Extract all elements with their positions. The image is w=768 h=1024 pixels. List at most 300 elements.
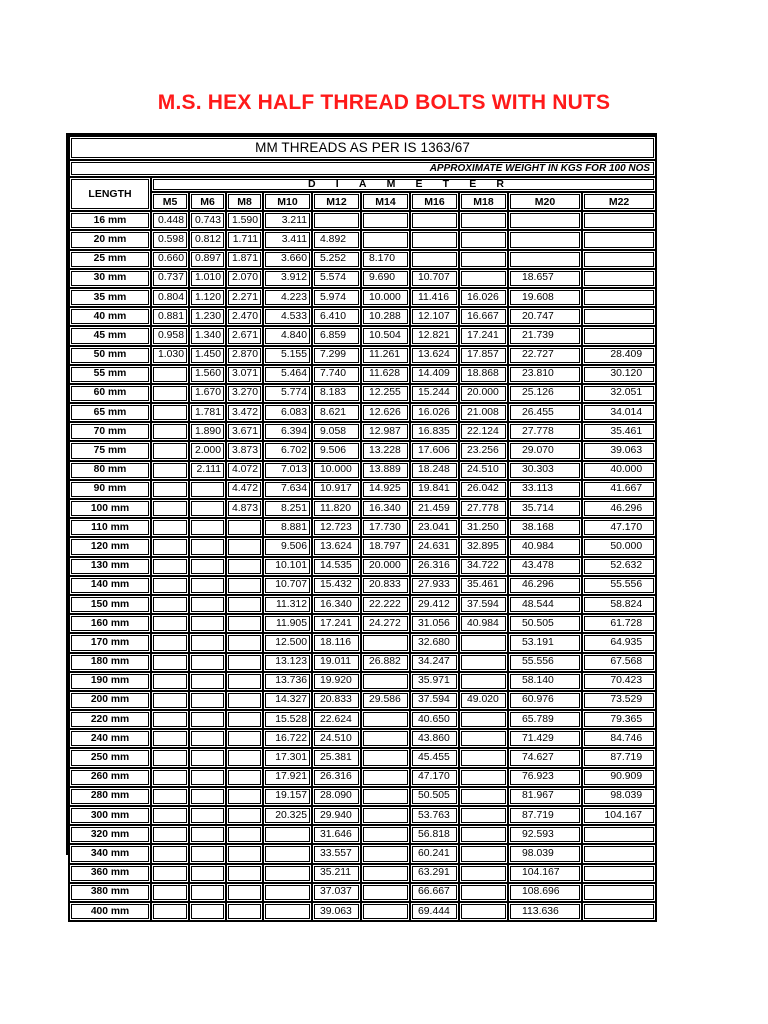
weight-cell: 14.925: [362, 481, 409, 498]
weight-cell: 46.296: [583, 500, 655, 517]
weight-cell: [227, 788, 262, 805]
weight-cell: [583, 308, 655, 325]
weight-cell: [362, 865, 409, 882]
weight-cell: 3.671: [227, 423, 262, 440]
weight-cell: [152, 845, 188, 862]
weight-cell: [152, 730, 188, 747]
weight-cell: 10.917: [313, 481, 360, 498]
size-header-m5: M5: [152, 193, 188, 210]
weight-cell: [583, 845, 655, 862]
weight-cell: 26.316: [313, 769, 360, 786]
table-row: [70, 251, 655, 268]
length-cell: 80 mm: [70, 462, 150, 479]
weight-cell: 4.840: [264, 327, 311, 344]
weight-cell: [190, 634, 225, 651]
weight-cell: [227, 538, 262, 555]
weight-cell: 2.671: [227, 327, 262, 344]
weight-cell: 40.984: [460, 615, 507, 632]
weight-cell: 22.222: [362, 596, 409, 613]
weight-cell: [152, 519, 188, 536]
weight-cell: 11.261: [362, 347, 409, 364]
weight-cell: 53.763: [411, 807, 458, 824]
weight-cell: [460, 865, 507, 882]
weight-cell: 20.000: [460, 385, 507, 402]
weight-cell: 23.810: [509, 366, 581, 383]
weight-cell: 87.719: [583, 749, 655, 766]
weight-cell: [362, 788, 409, 805]
length-cell: 240 mm: [70, 730, 150, 747]
weight-cell: 14.409: [411, 366, 458, 383]
weight-cell: 10.707: [411, 270, 458, 287]
weight-cell: 31.056: [411, 615, 458, 632]
weight-cell: [190, 519, 225, 536]
table-row: [70, 327, 655, 344]
weight-cell: [411, 231, 458, 248]
weight-cell: 13.228: [362, 442, 409, 459]
weight-cell: 108.696: [509, 884, 581, 901]
weight-cell: 104.167: [583, 807, 655, 824]
weight-cell: 8.251: [264, 500, 311, 517]
weight-cell: 38.168: [509, 519, 581, 536]
weight-cell: 11.416: [411, 289, 458, 306]
table-subcaption: APPROXIMATE WEIGHT IN KGS FOR 100 NOS: [70, 161, 655, 176]
table-row: [70, 481, 655, 498]
weight-cell: 35.971: [411, 673, 458, 690]
table-row: [70, 673, 655, 690]
weight-cell: 98.039: [583, 788, 655, 805]
weight-cell: 33.113: [509, 481, 581, 498]
weight-cell: 0.598: [152, 231, 188, 248]
weight-cell: 12.821: [411, 327, 458, 344]
weight-cell: [227, 730, 262, 747]
table-row: [70, 538, 655, 555]
weight-cell: 2.870: [227, 347, 262, 364]
weight-cell: 23.041: [411, 519, 458, 536]
weight-cell: [190, 884, 225, 901]
weight-cell: 2.271: [227, 289, 262, 306]
weight-cell: 25.126: [509, 385, 581, 402]
weight-cell: 50.505: [509, 615, 581, 632]
diameter-letter: D: [308, 178, 316, 190]
weight-cell: [227, 634, 262, 651]
weight-cell: 55.556: [509, 654, 581, 671]
weight-cell: 6.859: [313, 327, 360, 344]
weight-cell: 47.170: [411, 769, 458, 786]
weight-cell: 33.557: [313, 845, 360, 862]
weight-cell: 1.590: [227, 212, 262, 229]
weight-cell: 7.299: [313, 347, 360, 364]
weight-cell: [152, 404, 188, 421]
weight-cell: 13.736: [264, 673, 311, 690]
weight-cell: 6.083: [264, 404, 311, 421]
weight-cell: 92.593: [509, 826, 581, 843]
weight-cell: [152, 673, 188, 690]
weight-cell: [460, 749, 507, 766]
weight-cell: [460, 212, 507, 229]
weight-cell: 73.529: [583, 692, 655, 709]
weight-cell: [190, 826, 225, 843]
length-cell: 40 mm: [70, 308, 150, 325]
weight-cell: [190, 711, 225, 728]
weight-cell: [362, 884, 409, 901]
length-cell: 110 mm: [70, 519, 150, 536]
weight-cell: [227, 711, 262, 728]
weight-cell: 3.912: [264, 270, 311, 287]
weight-cell: 19.608: [509, 289, 581, 306]
table-row: [70, 807, 655, 824]
weight-cell: 34.014: [583, 404, 655, 421]
table-row: [70, 692, 655, 709]
length-cell: 300 mm: [70, 807, 150, 824]
weight-cell: 45.455: [411, 749, 458, 766]
weight-cell: 67.568: [583, 654, 655, 671]
weight-cell: 22.124: [460, 423, 507, 440]
weight-cell: 0.737: [152, 270, 188, 287]
length-cell: 130 mm: [70, 558, 150, 575]
weight-cell: [152, 711, 188, 728]
weight-cell: 8.183: [313, 385, 360, 402]
weight-cell: 10.504: [362, 327, 409, 344]
weight-cell: [460, 231, 507, 248]
weight-cell: 79.365: [583, 711, 655, 728]
length-cell: 340 mm: [70, 845, 150, 862]
weight-cell: 5.974: [313, 289, 360, 306]
length-cell: 75 mm: [70, 442, 150, 459]
weight-cell: 22.727: [509, 347, 581, 364]
length-cell: 160 mm: [70, 615, 150, 632]
weight-cell: 16.835: [411, 423, 458, 440]
table-row: [70, 423, 655, 440]
weight-cell: 15.432: [313, 577, 360, 594]
weight-cell: [264, 903, 311, 920]
weight-cell: [190, 807, 225, 824]
table-row: [70, 308, 655, 325]
weight-cell: 1.450: [190, 347, 225, 364]
diameter-letter: R: [496, 178, 504, 190]
weight-cell: [362, 673, 409, 690]
weight-cell: 12.987: [362, 423, 409, 440]
weight-cell: 16.722: [264, 730, 311, 747]
weight-cell: 1.010: [190, 270, 225, 287]
weight-cell: [152, 826, 188, 843]
weight-cell: [152, 788, 188, 805]
weight-cell: 2.070: [227, 270, 262, 287]
weight-cell: 24.631: [411, 538, 458, 555]
weight-cell: 5.464: [264, 366, 311, 383]
weight-cell: 15.528: [264, 711, 311, 728]
weight-cell: 1.711: [227, 231, 262, 248]
weight-cell: [227, 749, 262, 766]
length-cell: 60 mm: [70, 385, 150, 402]
weight-cell: 14.327: [264, 692, 311, 709]
weight-cell: 81.967: [509, 788, 581, 805]
length-cell: 50 mm: [70, 347, 150, 364]
weight-cell: 16.667: [460, 308, 507, 325]
weight-cell: 7.013: [264, 462, 311, 479]
weight-cell: [460, 769, 507, 786]
weight-cell: 25.381: [313, 749, 360, 766]
weight-cell: [460, 826, 507, 843]
weight-cell: [583, 289, 655, 306]
weight-cell: [362, 730, 409, 747]
table-row: [70, 749, 655, 766]
weight-cell: [152, 807, 188, 824]
weight-cell: 12.500: [264, 634, 311, 651]
weight-cell: 1.890: [190, 423, 225, 440]
weight-cell: 17.730: [362, 519, 409, 536]
weight-cell: 18.868: [460, 366, 507, 383]
weight-cell: 50.000: [583, 538, 655, 555]
diameter-letter: A: [358, 178, 367, 190]
weight-cell: 12.723: [313, 519, 360, 536]
diameter-letter: I: [335, 178, 339, 190]
document-title: M.S. HEX HALF THREAD BOLTS WITH NUTS: [157, 91, 611, 114]
table-row: [70, 596, 655, 613]
weight-cell: [583, 884, 655, 901]
weight-cell: [190, 558, 225, 575]
weight-cell: 2.000: [190, 442, 225, 459]
weight-cell: 40.650: [411, 711, 458, 728]
weight-cell: [190, 865, 225, 882]
length-cell: 70 mm: [70, 423, 150, 440]
length-cell: 65 mm: [70, 404, 150, 421]
weight-cell: [362, 769, 409, 786]
weight-cell: 29.940: [313, 807, 360, 824]
weight-cell: [152, 692, 188, 709]
length-cell: 30 mm: [70, 270, 150, 287]
weight-cell: 3.270: [227, 385, 262, 402]
table-row: [70, 730, 655, 747]
length-cell: 200 mm: [70, 692, 150, 709]
weight-cell: 15.244: [411, 385, 458, 402]
weight-cell: [460, 730, 507, 747]
weight-cell: 1.120: [190, 289, 225, 306]
weight-cell: 58.824: [583, 596, 655, 613]
table-row: [70, 769, 655, 786]
weight-cell: 7.634: [264, 481, 311, 498]
diameter-letter: T: [442, 178, 450, 190]
weight-cell: [509, 212, 581, 229]
length-cell: 25 mm: [70, 251, 150, 268]
weight-cell: [152, 749, 188, 766]
weight-cell: 31.646: [313, 826, 360, 843]
weight-cell: 55.556: [583, 577, 655, 594]
table-row: [70, 903, 655, 920]
weight-cell: [190, 481, 225, 498]
table-row: [70, 826, 655, 843]
weight-cell: 10.000: [362, 289, 409, 306]
length-cell: 280 mm: [70, 788, 150, 805]
weight-cell: [152, 654, 188, 671]
length-cell: 260 mm: [70, 769, 150, 786]
weight-cell: [227, 865, 262, 882]
weight-cell: 7.740: [313, 366, 360, 383]
weight-cell: [460, 711, 507, 728]
weight-cell: [190, 769, 225, 786]
table-row: [70, 347, 655, 364]
weight-cell: 4.472: [227, 481, 262, 498]
weight-cell: 0.812: [190, 231, 225, 248]
weight-cell: 1.230: [190, 308, 225, 325]
table-row: [70, 231, 655, 248]
length-cell: 140 mm: [70, 577, 150, 594]
weight-cell: 8.881: [264, 519, 311, 536]
weight-cell: 19.841: [411, 481, 458, 498]
weight-cell: [460, 884, 507, 901]
weight-cell: 9.690: [362, 270, 409, 287]
diameter-header: [152, 178, 655, 191]
weight-cell: 10.000: [313, 462, 360, 479]
weight-cell: [190, 673, 225, 690]
weight-cell: [460, 654, 507, 671]
weight-cell: 26.316: [411, 558, 458, 575]
table-row: [70, 270, 655, 287]
weight-cell: [362, 845, 409, 862]
weight-cell: 1.871: [227, 251, 262, 268]
weight-cell: [152, 385, 188, 402]
weight-cell: 4.873: [227, 500, 262, 517]
weight-cell: 35.211: [313, 865, 360, 882]
weight-cell: 28.090: [313, 788, 360, 805]
length-cell: 100 mm: [70, 500, 150, 517]
weight-cell: [362, 903, 409, 920]
length-cell: 90 mm: [70, 481, 150, 498]
weight-cell: 64.935: [583, 634, 655, 651]
weight-cell: [460, 673, 507, 690]
weight-cell: [152, 884, 188, 901]
weight-cell: [152, 481, 188, 498]
weight-cell: [460, 788, 507, 805]
weight-cell: [190, 654, 225, 671]
weight-cell: 4.533: [264, 308, 311, 325]
weight-cell: 9.506: [313, 442, 360, 459]
weight-cell: [460, 251, 507, 268]
weight-cell: [227, 903, 262, 920]
weight-cell: 17.921: [264, 769, 311, 786]
weight-cell: 21.008: [460, 404, 507, 421]
length-cell: 380 mm: [70, 884, 150, 901]
weight-cell: 28.409: [583, 347, 655, 364]
weight-cell: 65.789: [509, 711, 581, 728]
weight-cell: [190, 692, 225, 709]
weight-cell: 58.140: [509, 673, 581, 690]
weight-cell: 26.455: [509, 404, 581, 421]
weight-cell: 35.714: [509, 500, 581, 517]
weight-cell: 5.774: [264, 385, 311, 402]
weight-cell: 9.058: [313, 423, 360, 440]
weight-cell: [152, 500, 188, 517]
weight-cell: 20.325: [264, 807, 311, 824]
weight-cell: 24.272: [362, 615, 409, 632]
size-header-m6: M6: [190, 193, 225, 210]
weight-cell: 32.051: [583, 385, 655, 402]
weight-cell: [190, 615, 225, 632]
weight-cell: [152, 634, 188, 651]
weight-cell: [152, 558, 188, 575]
weight-cell: 50.505: [411, 788, 458, 805]
weight-cell: 13.624: [411, 347, 458, 364]
weight-cell: 16.340: [362, 500, 409, 517]
weight-cell: 32.895: [460, 538, 507, 555]
weight-cell: [509, 251, 581, 268]
weight-cell: 37.594: [460, 596, 507, 613]
weight-cell: [264, 865, 311, 882]
weight-cell: 4.223: [264, 289, 311, 306]
weight-cell: [264, 884, 311, 901]
weight-cell: 12.626: [362, 404, 409, 421]
weight-cell: 20.833: [313, 692, 360, 709]
weight-cell: 49.020: [460, 692, 507, 709]
table-row: [70, 634, 655, 651]
weight-cell: 1.340: [190, 327, 225, 344]
weight-cell: 21.459: [411, 500, 458, 517]
weight-cell: 70.423: [583, 673, 655, 690]
weight-cell: 6.702: [264, 442, 311, 459]
weight-cell: 20.000: [362, 558, 409, 575]
weight-cell: 27.778: [509, 423, 581, 440]
weight-cell: 37.594: [411, 692, 458, 709]
length-cell: 250 mm: [70, 749, 150, 766]
weight-cell: [313, 212, 360, 229]
weight-cell: 30.303: [509, 462, 581, 479]
weight-cell: [190, 596, 225, 613]
weight-cell: 27.778: [460, 500, 507, 517]
weight-cell: 11.820: [313, 500, 360, 517]
weight-cell: 8.170: [362, 251, 409, 268]
table-row: [70, 865, 655, 882]
weight-cell: [362, 749, 409, 766]
table-row: [70, 884, 655, 901]
weight-cell: 16.340: [313, 596, 360, 613]
weight-cell: 23.256: [460, 442, 507, 459]
weight-cell: 21.739: [509, 327, 581, 344]
weight-cell: [227, 692, 262, 709]
weight-cell: 9.506: [264, 538, 311, 555]
weight-cell: 5.252: [313, 251, 360, 268]
weight-cell: 69.444: [411, 903, 458, 920]
table-row: [70, 212, 655, 229]
weight-cell: [152, 423, 188, 440]
size-header-m10: M10: [264, 193, 311, 210]
weight-cell: 0.804: [152, 289, 188, 306]
weight-cell: 104.167: [509, 865, 581, 882]
table-row: [70, 519, 655, 536]
weight-cell: 84.746: [583, 730, 655, 747]
size-header-m8: M8: [227, 193, 262, 210]
weight-cell: 35.461: [583, 423, 655, 440]
weight-cell: 17.301: [264, 749, 311, 766]
weight-cell: 18.116: [313, 634, 360, 651]
table-row: [70, 500, 655, 517]
table-row: [70, 442, 655, 459]
table-row: [70, 845, 655, 862]
length-cell: 150 mm: [70, 596, 150, 613]
weight-cell: 71.429: [509, 730, 581, 747]
weight-cell: 0.448: [152, 212, 188, 229]
weight-cell: 60.241: [411, 845, 458, 862]
weight-cell: 1.670: [190, 385, 225, 402]
weight-cell: [362, 212, 409, 229]
table-row: [70, 558, 655, 575]
weight-cell: 19.011: [313, 654, 360, 671]
table-row: [70, 366, 655, 383]
length-cell: 220 mm: [70, 711, 150, 728]
weight-cell: [190, 903, 225, 920]
weight-cell: [152, 769, 188, 786]
length-cell: 120 mm: [70, 538, 150, 555]
weight-cell: [583, 212, 655, 229]
weight-cell: [152, 865, 188, 882]
